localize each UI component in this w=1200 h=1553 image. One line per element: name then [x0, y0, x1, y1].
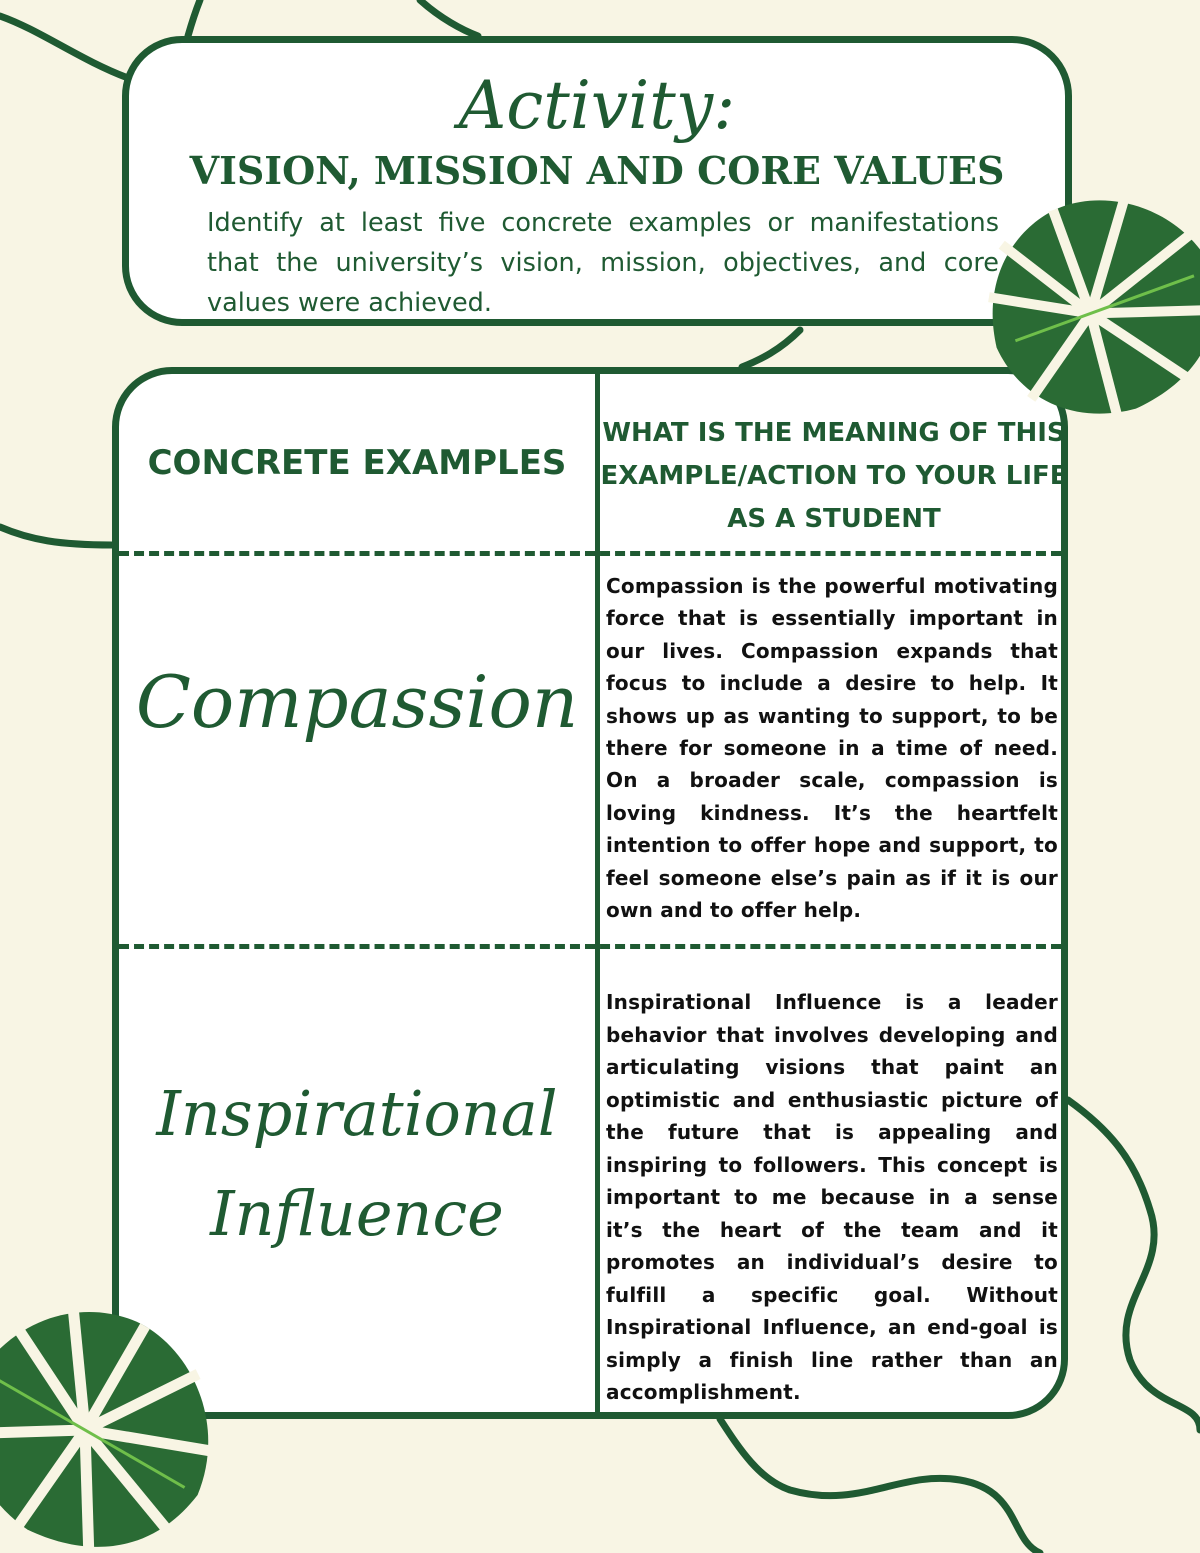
instructions-text: Identify at least five concrete examples or manifestations that the university’s vision, mission, objectives, and core values were achieved.	[207, 208, 999, 318]
meaning-inspirational-influence: Inspirational Influence is a leader behavior that involves developing and articulating visions that paint an optimistic and enthusiastic picture of the future that is appealing and inspiring to followers. This concept is important to me because in a sense it’s the heart of the team and it promotes an individual’s desire to fulfill a specific goal. Without Inspirational Influence, an end-goal is simply a finish line rather than an accomplishment.	[606, 990, 1058, 1404]
monstera-leaf-icon	[959, 166, 1200, 447]
column-header-examples: CONCRETE EXAMPLES	[147, 442, 567, 483]
meaning-compassion: Compassion is the powerful motivating force that is essentially important in our lives. Compassion expands that focus to include a desire to help. It shows up as wanting to support, to be there for someone in a time of need. On a broader scale, compassion is loving kindness. It’s the heartfelt intention to offer hope and support, to feel someone else’s pain as if it is our own and to offer help.	[606, 574, 1058, 923]
example-inspirational-influence: Inspirational Influence	[156, 1077, 558, 1250]
example-compassion: Compassion	[135, 660, 579, 744]
column-header-meaning: WHAT IS THE MEANING OF THIS EXAMPLE/ACTION TO YOUR LIFE AS A STUDENT	[600, 418, 1068, 534]
page-title: VISION, MISSION AND CORE VALUES	[189, 148, 1005, 193]
monstera-leaf-icon	[0, 1266, 258, 1553]
activity-label: Activity:	[458, 67, 736, 144]
